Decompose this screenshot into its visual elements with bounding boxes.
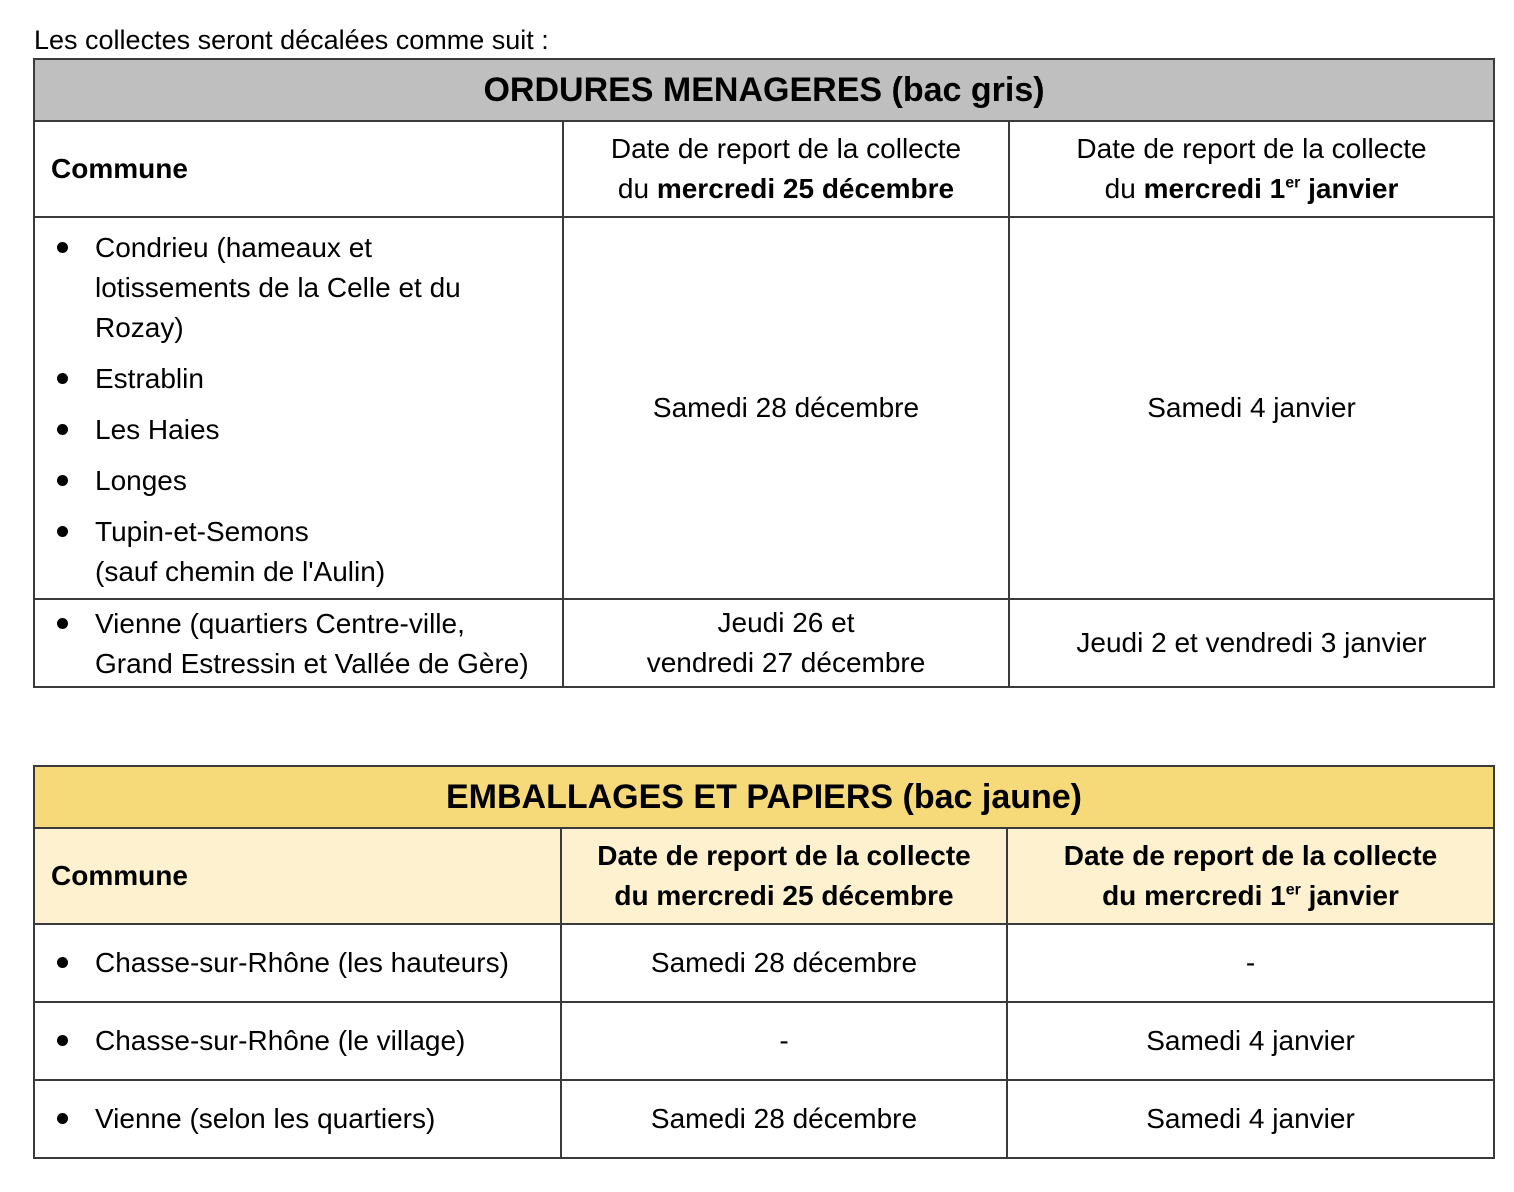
date-cell: Samedi 28 décembre	[561, 924, 1007, 1002]
list-item: Vienne (selon les quartiers)	[51, 1099, 550, 1139]
header-date: du mercredi 1	[1102, 880, 1286, 911]
table-title: EMBALLAGES ET PAPIERS (bac jaune)	[34, 766, 1494, 828]
header-line: du mercredi 25 décembre	[614, 880, 954, 911]
header-date-end: janvier	[1300, 880, 1399, 911]
header-line: Date de report de la collecte	[610, 133, 962, 164]
table-row	[34, 1002, 1494, 1080]
date-cell: -	[1007, 924, 1494, 1002]
date-cell: Samedi 4 janvier	[1007, 1002, 1494, 1080]
ordures-menageres-table	[33, 58, 1495, 688]
date-cell: -	[561, 1002, 1007, 1080]
bullet-icon	[57, 424, 68, 435]
bullet-icon	[57, 1113, 68, 1124]
bullet-icon	[57, 242, 68, 253]
bullet-icon	[57, 373, 68, 384]
date-cell	[563, 599, 1009, 687]
bullet-icon	[57, 957, 68, 968]
list-item: Chasse-sur-Rhône (les hauteurs)	[51, 943, 550, 983]
header-date: mercredi 1	[1143, 173, 1286, 204]
date-header-25-dec	[561, 828, 1007, 924]
date-cell: Samedi 28 décembre	[561, 1080, 1007, 1158]
date-cell: Samedi 4 janvier	[1009, 217, 1494, 599]
emballages-papiers-table	[33, 765, 1495, 1159]
list-item: Chasse-sur-Rhône (le village)	[51, 1021, 550, 1061]
commune-header: Commune	[34, 121, 563, 217]
header-prefix: du	[617, 173, 657, 204]
date-header-25-dec	[563, 121, 1009, 217]
header-date: mercredi 25 décembre	[656, 173, 955, 204]
table-header-row	[34, 828, 1494, 924]
date-header-1-jan	[1009, 121, 1494, 217]
table-row	[34, 599, 1494, 687]
table-row	[34, 1080, 1494, 1158]
table-row	[34, 217, 1494, 599]
header-line: Date de report de la collecte	[1076, 133, 1427, 164]
date-line: vendredi 27 décembre	[646, 647, 926, 678]
bullet-icon	[57, 1035, 68, 1046]
header-line: Date de report de la collecte	[597, 840, 971, 871]
commune-cell	[34, 924, 561, 1002]
communes-cell	[34, 217, 563, 599]
list-item: Vienne (quartiers Centre-ville, Grand Estressin et Vallée de Gère)	[51, 604, 552, 684]
bullet-icon	[57, 618, 68, 629]
commune-header: Commune	[34, 828, 561, 924]
commune-cell	[34, 1002, 561, 1080]
table-row	[34, 924, 1494, 1002]
date-cell: Jeudi 2 et vendredi 3 janvier	[1009, 599, 1494, 687]
header-line: Date de report de la collecte	[1063, 840, 1438, 871]
bullet-icon	[57, 475, 68, 486]
header-date-end: janvier	[1300, 173, 1399, 204]
bullet-icon	[57, 526, 68, 537]
list-item-note: (sauf chemin de l'Aulin)	[95, 556, 386, 587]
date-cell: Samedi 28 décembre	[563, 217, 1009, 599]
header-sup: er	[1285, 174, 1301, 192]
communes-cell	[34, 599, 563, 687]
header-prefix: du	[1104, 173, 1144, 204]
table-header-row	[34, 121, 1494, 217]
date-cell: Samedi 4 janvier	[1007, 1080, 1494, 1158]
date-header-1-jan	[1007, 828, 1494, 924]
list-item: Estrablin	[51, 359, 552, 399]
list-item: Longes	[51, 461, 552, 501]
list-item: Les Haies	[51, 410, 552, 450]
table-title: ORDURES MENAGERES (bac gris)	[34, 59, 1494, 121]
commune-cell	[34, 1080, 561, 1158]
header-sup: er	[1285, 881, 1301, 899]
intro-text: Les collectes seront décalées comme suit :	[34, 25, 549, 55]
list-item: Condrieu (hameaux et lotissements de la Celle et du Rozay)	[51, 228, 552, 348]
list-item: Tupin-et-Semons (sauf chemin de l'Aulin)	[51, 512, 552, 592]
date-line: Jeudi 26 et	[717, 607, 855, 638]
